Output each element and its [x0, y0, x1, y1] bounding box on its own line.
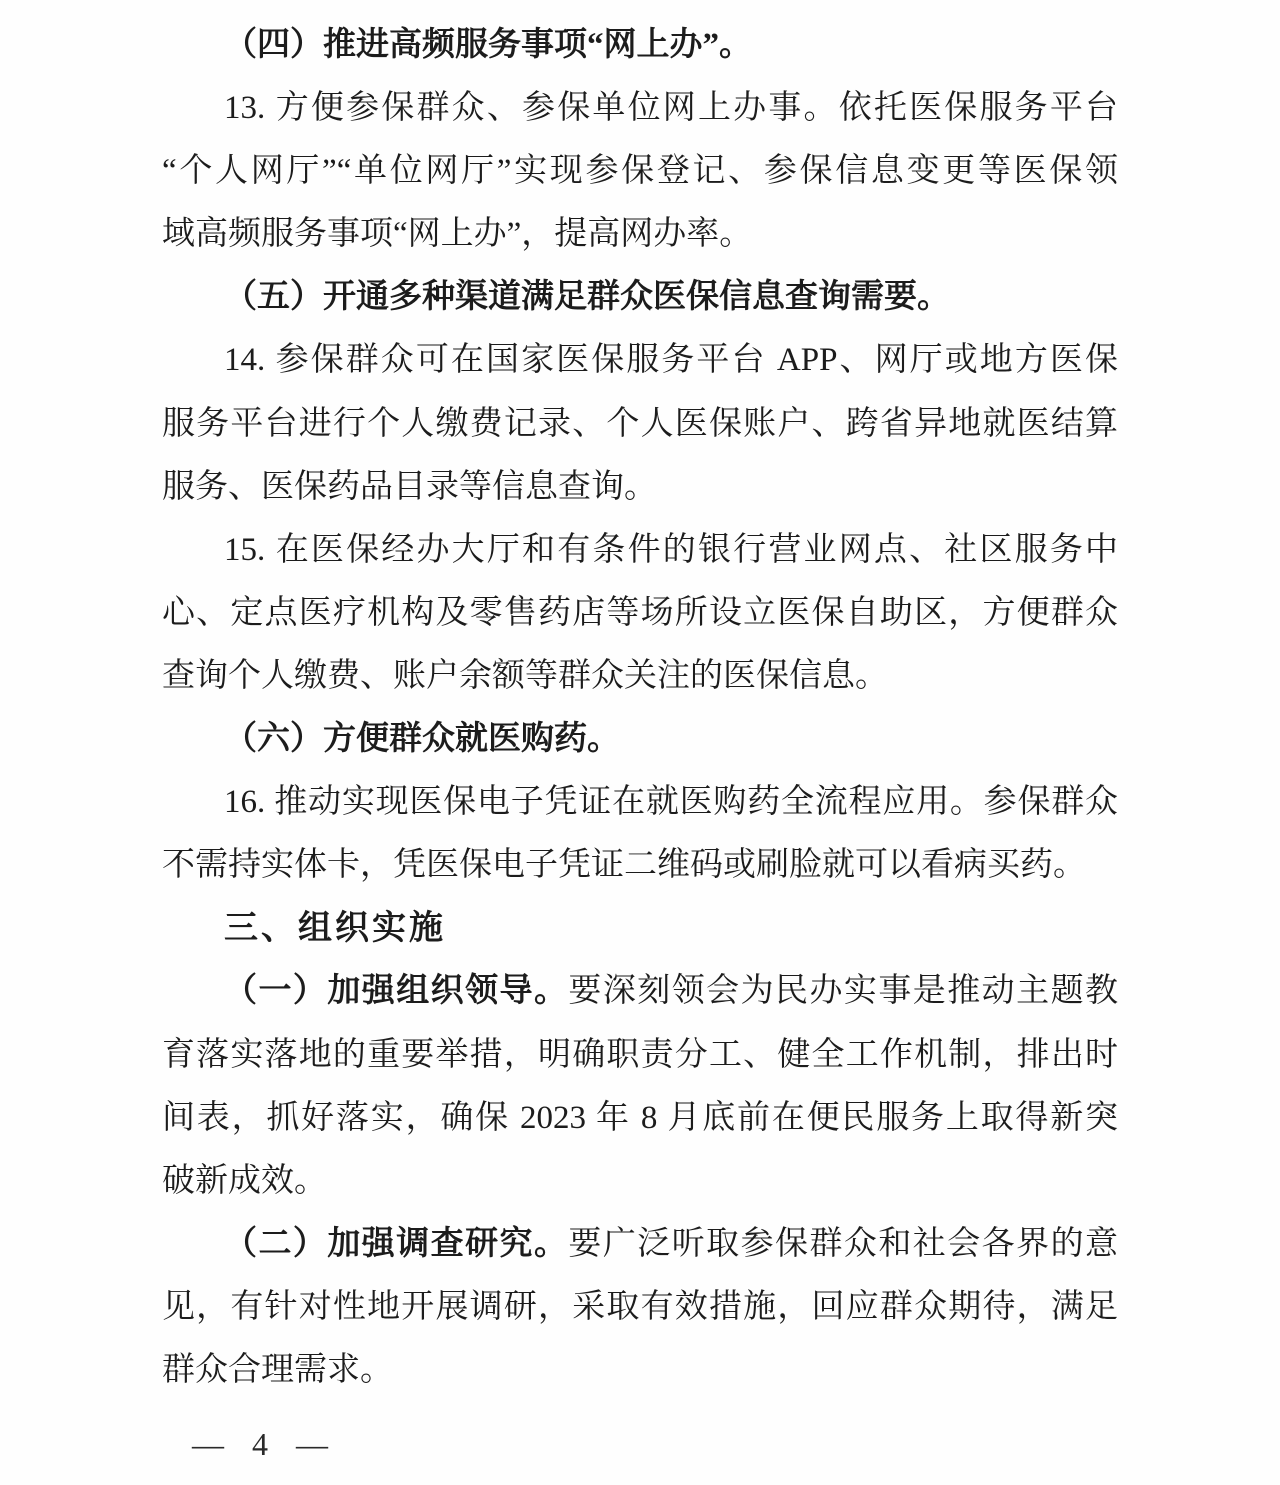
- para-org-1-lead: （一）加强组织领导。: [224, 973, 569, 1010]
- para-org-1-line-3: 间表，抓好落实，确保 2023 年 8 月底前在便民服务上取得新突: [162, 1099, 1118, 1136]
- para-14-line-2: 服务平台进行个人缴费记录、个人医保账户、跨省异地就医结算: [162, 405, 1118, 442]
- para-16-line-1: 16. 推动实现医保电子凭证在就医购药全流程应用。参保群众: [224, 784, 1118, 821]
- subsection-heading-4: （四）推进高频服务事项“网上办”。: [224, 27, 752, 63]
- para-16-line-2: 不需持实体卡，凭医保电子凭证二维码或刷脸就可以看病买药。: [162, 847, 1086, 884]
- para-org-2-line-3: 群众合理需求。: [162, 1351, 393, 1388]
- para-14-line-1: 14. 参保群众可在国家医保服务平台 APP、网厅或地方医保: [224, 342, 1118, 379]
- para-13-line-2: “个人网厅”“单位网厅”实现参保登记、参保信息变更等医保领: [162, 153, 1118, 190]
- para-15-line-3: 查询个人缴费、账户余额等群众关注的医保信息。: [162, 657, 888, 694]
- footer-page-number: — 4 —: [192, 1426, 333, 1462]
- para-org-1-line-2: 育落实落地的重要举措，明确职责分工、健全工作机制，排出时: [162, 1036, 1118, 1073]
- section-heading-3: 三、组织实施: [224, 909, 446, 948]
- para-org-1-line-1: [162, 960, 1118, 1023]
- para-15-line-2: 心、定点医疗机构及零售药店等场所设立医保自助区，方便群众: [162, 594, 1118, 631]
- para-15-line-1: 15. 在医保经办大厅和有条件的银行营业网点、社区服务中: [224, 531, 1118, 568]
- para-org-1-text: 要深刻领会为民办实事是推动主题教: [568, 973, 1118, 1010]
- para-13-line-1: 13. 方便参保群众、参保单位网上办事。依托医保服务平台: [224, 90, 1118, 127]
- para-org-2-line-2: 见，有针对性地开展调研，采取有效措施，回应群众期待，满足: [162, 1288, 1118, 1325]
- para-13-line-3: 域高频服务事项“网上办”，提高网办率。: [162, 216, 753, 253]
- para-org-1-line-4: 破新成效。: [162, 1162, 327, 1199]
- para-org-2-text: 要广泛听取参保群众和社会各界的意: [568, 1225, 1118, 1262]
- para-14-line-3: 服务、医保药品目录等信息查询。: [162, 468, 657, 505]
- para-org-2-line-1: [162, 1213, 1118, 1276]
- subsection-heading-6: （六）方便群众就医购药。: [224, 721, 620, 758]
- para-org-2-lead: （二）加强调查研究。: [224, 1225, 569, 1262]
- document-body: [162, 14, 1118, 1402]
- subsection-heading-5: （五）开通多种渠道满足群众医保信息查询需要。: [224, 279, 950, 316]
